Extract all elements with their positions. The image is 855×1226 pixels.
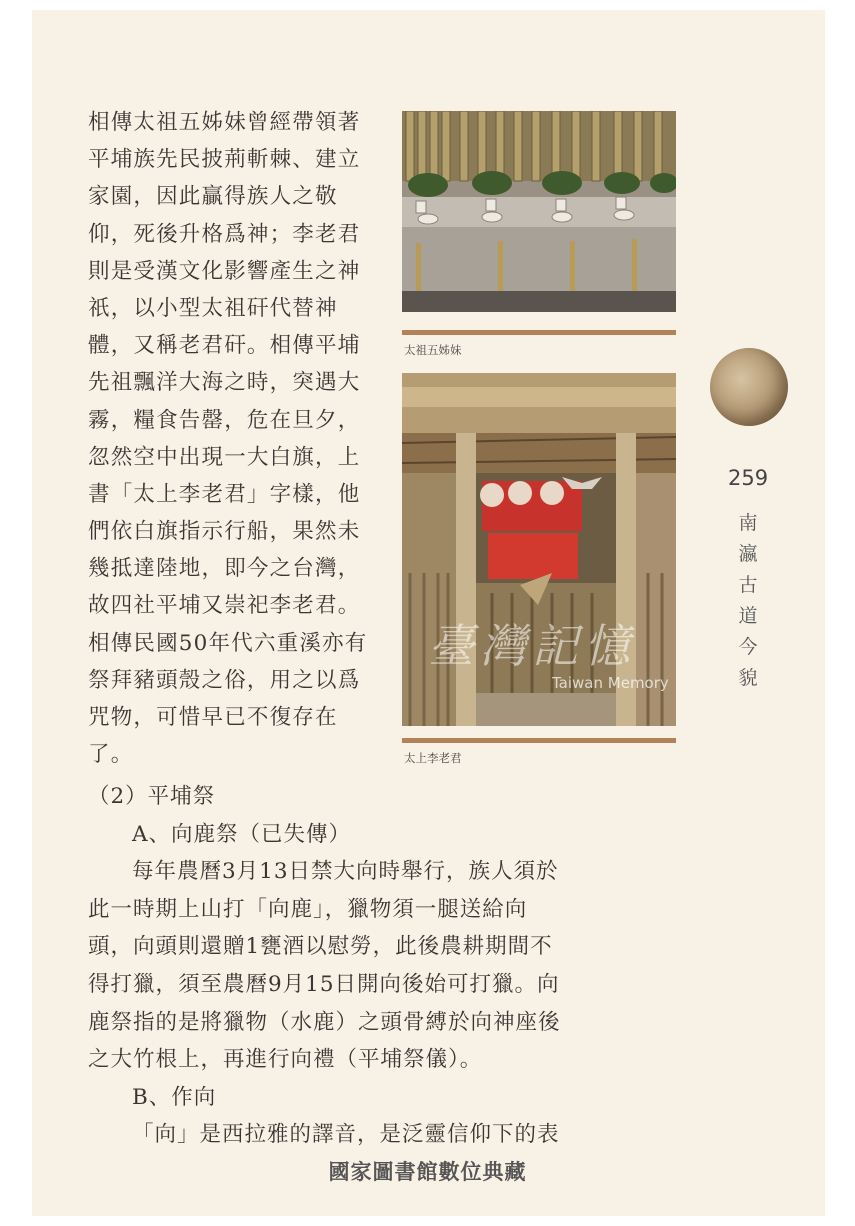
text-line: 書「太上李老君」字樣，他 <box>88 481 361 507</box>
text-line: 仰，死後升格爲神；李老君 <box>88 221 361 247</box>
watermark-en: Taiwan Memory <box>552 674 669 692</box>
paragraph-line: 此一時期上山打「向鹿」，獵物須一腿送給向 <box>88 896 528 922</box>
caption-bar <box>402 738 676 743</box>
text-line: 祇，以小型太祖矸代替神 <box>88 295 338 321</box>
text-line: 祭拜豬頭殼之俗，用之以爲 <box>88 667 361 693</box>
text-line: 忽然空中出現一大白旗，上 <box>88 444 361 470</box>
running-title-char: 古 <box>738 574 758 596</box>
subsection-heading: B、作向 <box>132 1084 217 1110</box>
text-line: 幾抵達陸地，即今之台灣， <box>88 556 361 582</box>
text-line: 故四社平埔又崇祀李老君。 <box>88 593 361 619</box>
paragraph-line: 頭，向頭則還贈1甕酒以慰勞，此後農耕期間不 <box>88 934 553 960</box>
watermark-cn: 臺灣記憶 <box>428 619 636 673</box>
column-text <box>88 104 388 773</box>
text-line: 平埔族先民披荊斬棘、建立 <box>88 147 361 173</box>
running-title-char: 瀛 <box>738 543 758 565</box>
paragraph-line: 每年農曆3月13日禁大向時舉行，族人須於 <box>132 859 559 885</box>
photo-altar <box>402 111 676 312</box>
paragraph-line: 之大竹根上，再進行向禮（平埔祭儀）。 <box>88 1047 483 1073</box>
caption-bar <box>402 330 676 335</box>
paragraph-line: 得打獵，須至農曆9月15日開向後始可打獵。向 <box>88 971 560 997</box>
running-title-char: 今 <box>738 636 758 658</box>
text-line: 相傳太祖五姊妹曾經帶領著 <box>88 110 361 135</box>
text-line: 先祖飄洋大海之時，突遇大 <box>88 370 361 396</box>
photo-shrine <box>402 373 676 726</box>
text-line: 咒物，可惜早已不復存在 <box>88 705 338 730</box>
paragraph-line: 鹿祭指的是將獵物（水鹿）之頭骨縛於向神座後 <box>88 1009 561 1035</box>
running-title-char: 南 <box>738 512 758 534</box>
text-line: 霧，糧食告罄，危在旦夕， <box>88 407 361 433</box>
text-line: 家園，因此贏得族人之敬 <box>88 184 338 210</box>
chapter-emblem-icon <box>710 348 788 426</box>
footer-credit: 國家圖書館數位典藏 <box>328 1160 527 1184</box>
photo-caption: 太上李老君 <box>404 751 462 765</box>
body-text <box>88 778 588 1154</box>
text-line: 了。 <box>88 742 134 768</box>
text-line: 相傳民國50年代六重溪亦有 <box>88 630 368 656</box>
paragraph-line: 「向」是西拉雅的譯音，是泛靈信仰下的表 <box>132 1122 560 1148</box>
running-title-char: 道 <box>738 605 758 627</box>
text-line: 們依白旗指示行船，果然未 <box>88 519 361 545</box>
photo-caption: 太祖五姊妹 <box>404 343 462 357</box>
section-heading: （2）平埔祭 <box>88 784 216 809</box>
subsection-heading: A、向鹿祭（已失傳） <box>132 821 352 847</box>
text-line: 則是受漢文化影響產生之神 <box>88 258 361 284</box>
running-title-char: 貌 <box>738 667 758 689</box>
page-number: 259 <box>728 466 769 490</box>
running-title <box>736 508 760 694</box>
text-line: 體，又稱老君矸。相傳平埔 <box>88 333 361 359</box>
